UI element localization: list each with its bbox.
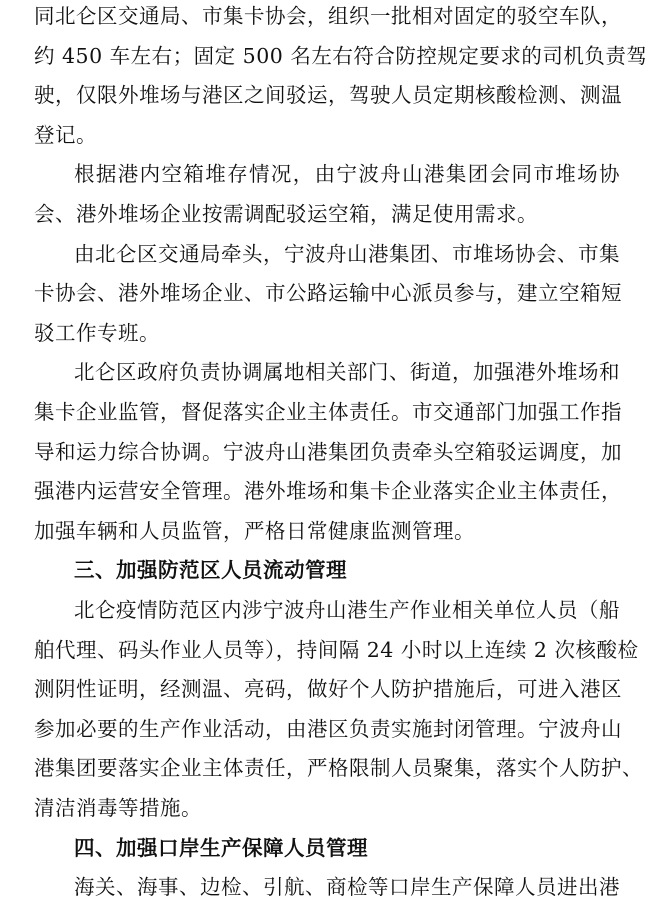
body-text-line: 北仑区政府负责协调属地相关部门、街道，加强港外堆场和 (74, 360, 620, 385)
body-text-line: 驳工作专班。 (34, 320, 160, 345)
body-text-line: 加强车辆和人员监管，严格日常健康监测管理。 (34, 518, 475, 543)
body-text-line: 强港内运营安全管理。港外堆场和集卡企业落实企业主体责任， (34, 479, 622, 504)
body-text-line: 驶，仅限外堆场与港区之间驳运，驾驶人员定期核酸检测、测温 (34, 83, 622, 108)
section-heading-3: 三、加强防范区人员流动管理 (74, 558, 347, 583)
body-text-line: 北仑疫情防范区内涉宁波舟山港生产作业相关单位人员（船 (74, 598, 620, 622)
body-text-line: 同北仑区交通局、市集卡协会，组织一批相对固定的驳空车队， (34, 4, 622, 28)
body-text-line: 导和运力综合协调。宁波舟山港集团负责牵头空箱驳运调度，加 (34, 439, 622, 464)
body-text-line: 登记。 (34, 122, 97, 147)
body-text-line: 根据港内空箱堆存情况，由宁波舟山港集团会同市堆场协 (74, 162, 620, 187)
body-text-line: 由北仑区交通局牵头，宁波舟山港集团、市堆场协会、市集 (74, 241, 620, 266)
body-text-line: 卡协会、港外堆场企业、市公路运输中心派员参与，建立空箱短 (34, 281, 622, 306)
body-text-line: 清洁消毒等措施。 (34, 796, 202, 820)
body-text-line: 集卡企业监管，督促落实企业主体责任。市交通部门加强工作指 (34, 400, 622, 424)
body-text-line: 港集团要落实企业主体责任，严格限制人员聚集，落实个人防护、 (34, 756, 643, 781)
section-heading-4: 四、加强口岸生产保障人员管理 (74, 835, 368, 860)
body-text-line: 测阴性证明，经测温、亮码，做好个人防护措施后，可进入港区 (34, 677, 622, 702)
body-text-line: 参加必要的生产作业活动，由港区负责实施封闭管理。宁波舟山 (34, 716, 622, 741)
body-text-line: 舶代理、码头作业人员等），持间隔 24 小时以上连续 2 次核酸检 (34, 637, 639, 662)
body-text-line: 海关、海事、边检、引航、商检等口岸生产保障人员进出港 (74, 875, 620, 899)
body-text-line: 会、港外堆场企业按需调配驳运空箱，满足使用需求。 (34, 202, 538, 226)
body-text-line: 约 450 车左右；固定 500 名左右符合防控规定要求的司机负责驾 (34, 43, 648, 68)
